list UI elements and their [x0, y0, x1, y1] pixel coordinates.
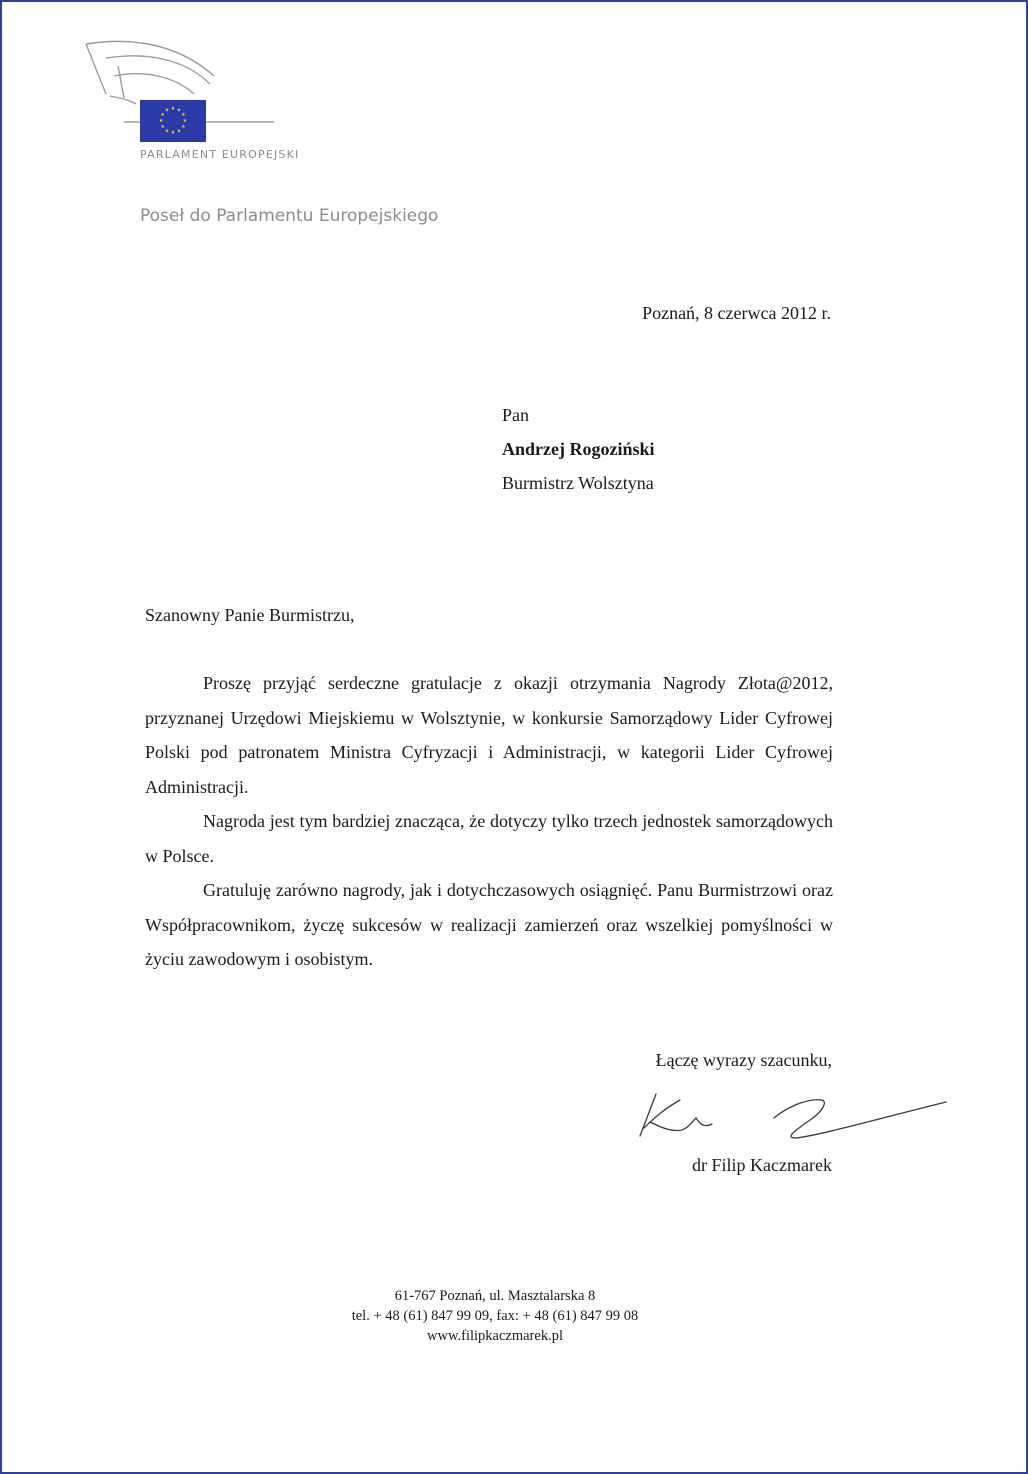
recipient-block: [502, 398, 655, 500]
svg-text:★: ★: [160, 124, 165, 130]
european-parliament-logo: [84, 36, 284, 146]
body-paragraph: Gratuluję zarówno nagrody, jak i dotychczasowych osiągnięć. Panu Burmistrzowi oraz Współpracownikom, życzę sukcesów w realizacji zamierzeń oraz wszelkiej pomyślności w życiu zawodowym i osobistym.: [145, 880, 833, 969]
body-paragraph: Nagroda jest tym bardziej znacząca, że dotyczy tylko trzech jednostek samorządowych w Polsce.: [145, 811, 833, 866]
body-paragraph: Proszę przyjąć serdeczne gratulacje z okazji otrzymania Nagrody Złota@2012, przyznanej Urzędowi Miejskiemu w Wolsztynie, w konkursie Samorządowy Lider Cyfrowej Polski pod patronatem Ministra Cyfryzacji i Administracji, w kategorii Lider Cyfrowej Administracji.: [145, 673, 833, 797]
recipient-position: Burmistrz Wolsztyna: [502, 473, 654, 493]
closing: Łączę wyrazy szacunku,: [655, 1050, 832, 1070]
footer-phone: tel. + 48 (61) 847 99 09, fax: + 48 (61) 847 99 08: [351, 1308, 639, 1324]
handwritten-signature: [626, 1088, 956, 1148]
svg-text:★: ★: [158, 118, 164, 124]
institution-name: PARLAMENT EUROPEJSKI: [140, 148, 300, 161]
svg-text:★: ★: [170, 106, 176, 112]
svg-text:★: ★: [181, 124, 186, 130]
signer-name: dr Filip Kaczmarek: [692, 1155, 832, 1175]
recipient-title: Pan: [502, 405, 529, 425]
svg-text:★: ★: [164, 107, 170, 114]
svg-text:★: ★: [164, 128, 170, 135]
svg-text:★: ★: [160, 112, 165, 118]
svg-text:★: ★: [181, 112, 186, 118]
page-subtitle: Poseł do Parlamentu Europejskiego: [140, 206, 439, 226]
footer: [270, 1286, 720, 1346]
recipient-name: Andrzej Rogoziński: [502, 439, 655, 459]
svg-text:★: ★: [182, 118, 188, 124]
footer-address: 61-767 Poznań, ul. Masztalarska 8: [394, 1288, 596, 1304]
svg-text:★: ★: [170, 130, 176, 136]
footer-website: www.filipkaczmarek.pl: [427, 1328, 563, 1344]
svg-text:★: ★: [176, 128, 182, 135]
salutation: Szanowny Panie Burmistrzu,: [145, 605, 355, 625]
letter-date: Poznań, 8 czerwca 2012 r.: [642, 303, 831, 323]
letter-body: [145, 666, 833, 977]
svg-text:★: ★: [176, 107, 182, 114]
